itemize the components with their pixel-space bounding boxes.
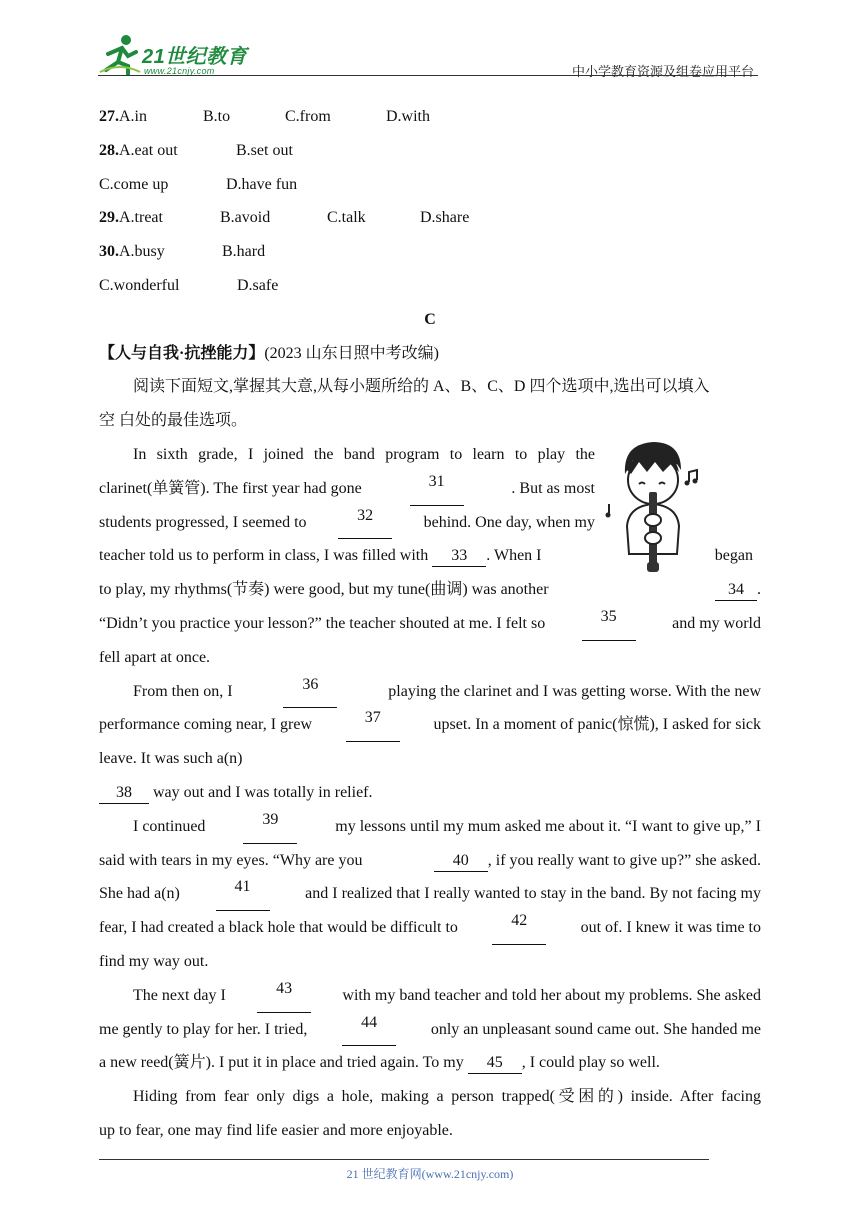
option: B.avoid [220,209,271,227]
passage-text: find my way out. [99,952,209,970]
blank-42: 42 [492,911,546,945]
blank-45: 45 [468,1053,522,1074]
passage-line [99,979,761,1013]
passage-line [99,1080,761,1114]
logo-text: 21世纪教育 [142,46,248,68]
instruction-line-1: 阅读下面短文,掌握其大意,从每小题所给的 A、B、C、D 四个选项中,选出可以填入 [133,378,710,396]
footer-link[interactable]: 21 世纪教育网(www.21cnjy.com) [346,1167,514,1181]
question-number: 29. [99,209,119,227]
boy-playing-clarinet-illustration [605,434,703,580]
blank-41: 41 [216,877,270,911]
passage-text: began [714,547,753,565]
option: C.wonderful [99,276,180,294]
site-logo [98,32,268,76]
question-number: 28. [99,141,119,159]
option: B.hard [222,243,266,261]
option: C.talk [327,209,366,227]
passage-text: and my world [672,614,761,632]
passage-text: behind. One day, when my [423,513,595,531]
question-28-cont [99,168,761,202]
passage-text: clarinet(单簧管). The first year had gone [99,479,362,497]
passage-text: In sixth grade, I joined the band program to learn to play the [133,445,595,463]
blank-33: 33 [432,546,486,567]
blank-34: 34 [715,580,757,601]
option: A.in [119,108,147,125]
page-header [98,28,758,79]
option: C.come up [99,175,169,193]
option: A.treat [119,209,163,227]
passage-text: . [757,581,761,599]
runner-logo-icon [98,32,142,76]
passage-text: The next day I [133,986,226,1004]
section-tag: 【人与自我·抗挫能力】 [99,344,265,362]
passage-text: She had a(n) [99,885,180,903]
option: B.set out [236,141,293,159]
passage-text: . But as most [511,479,595,497]
passage-text: way out and I was totally in relief. [153,783,373,801]
passage-text: up to fear, one may find life easier and more enjoyable. [99,1121,453,1139]
passage-text: Hiding from fear only digs a hole, making a person trapped(受困的) inside. After facing [133,1088,761,1106]
blank-37: 37 [346,708,400,742]
passage-line [99,675,761,709]
blank-44: 44 [342,1013,396,1047]
passage-text: playing the clarinet and I was getting worse. With the new [388,682,761,700]
passage-text: my lessons until my mum asked me about it. “I want to give up,” I [335,817,761,835]
passage-line [99,708,761,742]
document-body [99,100,761,1148]
passage-line [99,776,761,810]
passage-line [99,472,595,506]
blank-38: 38 [99,783,149,804]
option: B.to [203,108,231,125]
passage-line [99,877,761,911]
blank-31: 31 [410,472,464,506]
option: D.share [420,209,470,227]
passage-text: teacher told us to perform in class, I was filled with [99,547,429,565]
passage-line [99,844,761,878]
header-divider [98,75,758,76]
passage-text: fell apart at once. [99,648,211,666]
passage-text: only an unpleasant sound came out. She handed me [430,1020,761,1038]
instruction-line-2: 空 白处的最佳选项。 [99,412,248,430]
passage-text: I continued [133,817,206,835]
footer-divider [99,1159,709,1160]
passage-text: said with tears in my eyes. “Why are you [99,851,363,869]
blank-40: 40 [434,851,488,872]
passage-line [99,438,595,472]
passage-line [99,1046,761,1080]
option: D.with [386,108,430,125]
passage-text: me gently to play for her. I tried, [99,1020,308,1038]
logo-url: www.21cnjy.com [144,66,215,76]
passage-text: From then on, I [133,682,233,700]
passage-text: upset. In a moment of panic(惊慌), I asked for sick [433,716,761,734]
blank-36: 36 [283,675,337,709]
option: D.have fun [226,175,298,193]
passage-text: fear, I had created a black hole that would be difficult to [99,919,458,937]
passage-text: and I realized that I really wanted to stay in the band. By not facing my [305,885,761,903]
passage-text: leave. It was such a(n) [99,750,243,768]
passage-text: out of. I knew it was time to [580,919,761,937]
blank-39: 39 [243,810,297,844]
passage-text: “Didn’t you practice your lesson?” the teacher shouted at me. I felt so [99,614,546,632]
question-number: 30. [99,243,119,261]
question-29 [99,201,761,235]
passage-line [99,810,761,844]
passage-text: . When I [486,547,542,565]
passage-text: , I could play so well. [521,1054,660,1072]
blank-43: 43 [257,979,311,1013]
passage-text: to play, my rhythms(节奏) were good, but my tune(曲调) was another [99,581,549,599]
passage-text: with my band teacher and told her about my problems. She asked [342,986,761,1004]
section-tag-line [99,337,761,371]
question-30 [99,235,761,269]
passage-line [99,1013,761,1047]
option: C.from [285,108,331,125]
option: A.busy [119,243,165,261]
passage-line [99,607,761,641]
passage-paragraph-1 [99,438,761,675]
option: D.safe [237,276,279,294]
section-source: (2023 山东日照中考改编) [264,344,440,362]
question-30-cont [99,269,761,303]
question-27 [99,100,761,134]
blank-35: 35 [582,607,636,641]
header-platform-text: 中小学教育资源及组卷应用平台 [571,64,754,79]
question-28 [99,134,761,168]
section-label: C [424,310,436,328]
passage-text: a new reed(簧片). I put it in place and tried again. To my [99,1054,464,1072]
passage-text: , if you really want to give up?” she asked. [487,851,761,869]
passage-line [99,911,761,945]
question-number: 27. [99,108,119,125]
blank-32: 32 [338,506,392,540]
passage-text: performance coming near, I grew [99,716,313,734]
passage-text: students progressed, I seemed to [99,513,307,531]
option: A.eat out [119,141,178,159]
passage-line [99,506,595,540]
